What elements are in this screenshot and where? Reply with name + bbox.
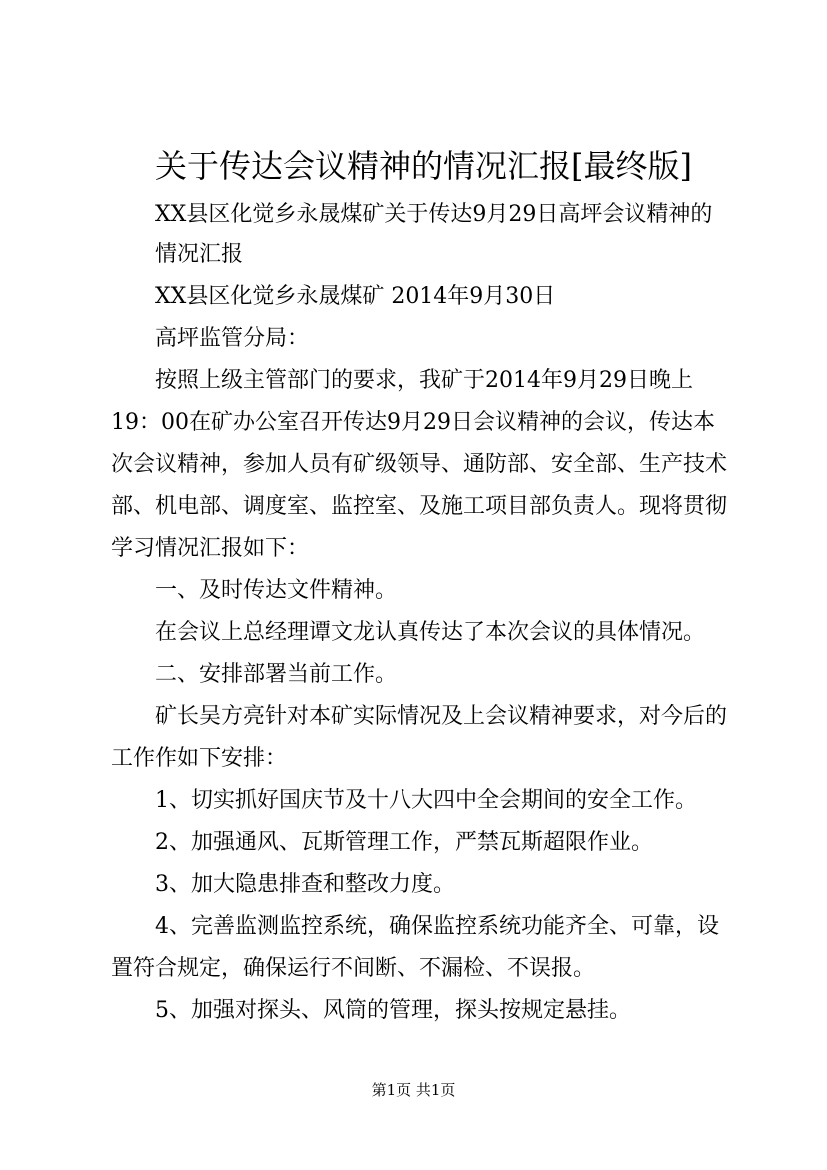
list-item: 4、完善监测监控系统，确保监控系统功能齐全、可靠，设 — [155, 914, 719, 939]
body-line: 19：00在矿办公室召开传达9月29日会议精神的会议，传达本 — [111, 410, 715, 435]
body-line: 按照上级主管部门的要求，我矿于2014年9月29日晚上 — [155, 368, 693, 393]
salutation: 高坪监管分局： — [155, 326, 310, 351]
list-item: 置符合规定，确保运行不间断、不漏检、不误报。 — [111, 956, 596, 981]
page-footer: 第1页 共1页 — [371, 1081, 456, 1099]
section-heading: 一、及时传达文件精神。 — [155, 578, 398, 603]
list-item: 3、加大隐患排查和整改力度。 — [155, 872, 455, 897]
body-line: 在会议上总经理谭文龙认真传达了本次会议的具体情况。 — [155, 620, 706, 645]
section-heading: 二、安排部署当前工作。 — [155, 662, 398, 687]
body-line: XX县区化觉乡永晟煤矿 2014年9月30日 — [155, 284, 556, 309]
body-line: 矿长吴方亮针对本矿实际情况及上会议精神要求，对今后的 — [155, 704, 728, 729]
body-line: XX县区化觉乡永晟煤矿关于传达9月29日高坪会议精神的 — [155, 202, 713, 227]
list-item: 1、切实抓好国庆节及十八大四中全会期间的安全工作。 — [155, 788, 697, 813]
body-line: 次会议精神，参加人员有矿级领导、通防部、安全部、生产技术 — [111, 452, 728, 477]
body-line: 部、机电部、调度室、监控室、及施工项目部负责人。现将贯彻 — [111, 494, 728, 519]
body-line: 工作作如下安排： — [111, 746, 288, 771]
list-item: 2、加强通风、瓦斯管理工作，严禁瓦斯超限作业。 — [155, 830, 653, 855]
body-line: 学习情况汇报如下： — [111, 536, 310, 561]
document-title: 关于传达会议精神的情况汇报[最终版] — [155, 147, 692, 185]
list-item: 5、加强对探头、风筒的管理，探头按规定悬挂。 — [155, 998, 631, 1023]
body-line: 情况汇报 — [155, 242, 244, 267]
